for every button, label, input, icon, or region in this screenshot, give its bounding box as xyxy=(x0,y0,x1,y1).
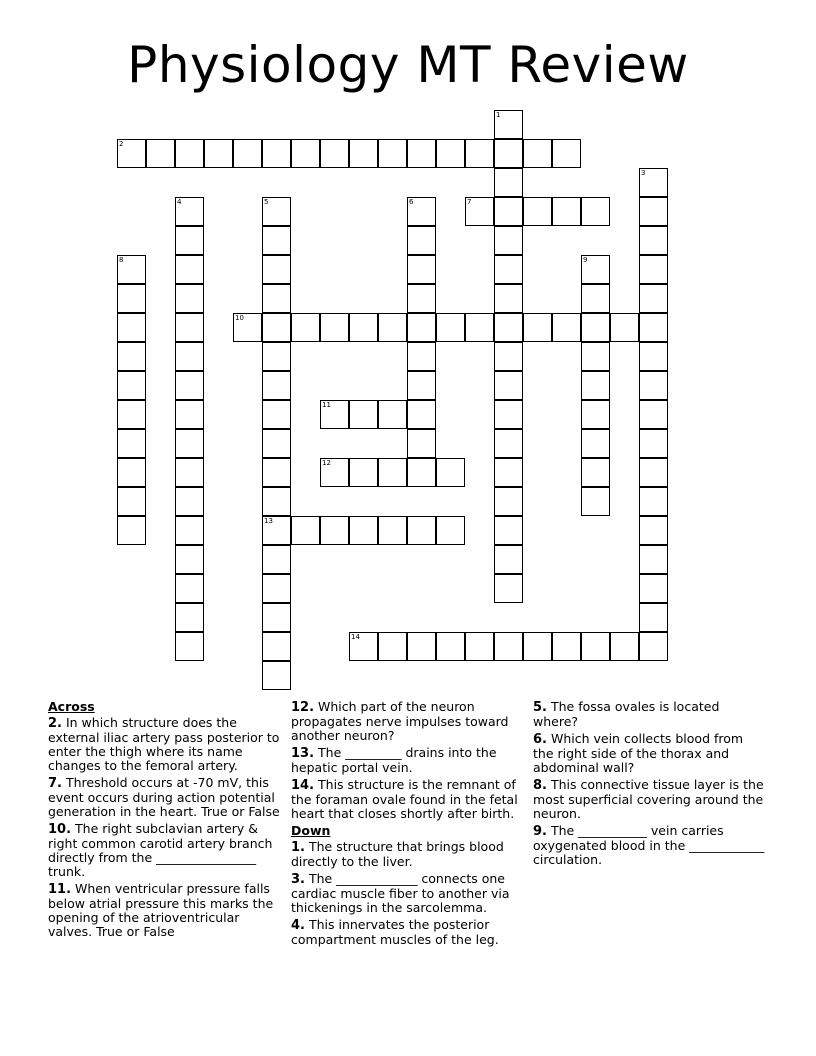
grid-cell[interactable] xyxy=(262,284,291,313)
grid-cell[interactable] xyxy=(436,458,465,487)
cell-number: 5 xyxy=(264,198,269,206)
grid-cell[interactable] xyxy=(407,139,436,168)
grid-cell[interactable] xyxy=(175,284,204,313)
clue-number: 14. xyxy=(291,778,315,793)
clue-text: The structure that brings blood directly to the liver. xyxy=(291,839,504,869)
grid-cell[interactable] xyxy=(581,429,610,458)
grid-cell[interactable] xyxy=(320,400,349,429)
grid-cell[interactable] xyxy=(581,458,610,487)
grid-cell[interactable] xyxy=(262,226,291,255)
grid-cell[interactable] xyxy=(117,371,146,400)
grid-cell[interactable] xyxy=(639,632,668,661)
grid-cell[interactable] xyxy=(639,168,668,197)
cell-number: 9 xyxy=(583,256,588,264)
cell-number: 7 xyxy=(467,198,472,206)
clue-across-14 xyxy=(291,778,524,821)
grid-cell[interactable] xyxy=(639,313,668,342)
grid-cell[interactable] xyxy=(117,516,146,545)
grid-cell[interactable] xyxy=(494,458,523,487)
grid-cell[interactable] xyxy=(523,197,552,226)
grid-cell[interactable] xyxy=(581,487,610,516)
clue-down-6 xyxy=(533,732,766,775)
grid-cell[interactable] xyxy=(639,255,668,284)
grid-cell[interactable] xyxy=(639,603,668,632)
grid-cell[interactable] xyxy=(494,487,523,516)
clue-across-12 xyxy=(291,700,524,743)
grid-cell[interactable] xyxy=(349,516,378,545)
clue-number: 2. xyxy=(48,716,62,731)
grid-cell[interactable] xyxy=(494,429,523,458)
grid-cell[interactable] xyxy=(175,603,204,632)
grid-cell[interactable] xyxy=(581,342,610,371)
grid-cell[interactable] xyxy=(552,139,581,168)
cell-number: 3 xyxy=(641,169,646,177)
grid-cell[interactable] xyxy=(175,458,204,487)
grid-cell[interactable] xyxy=(378,516,407,545)
grid-cell[interactable] xyxy=(581,371,610,400)
grid-cell[interactable] xyxy=(552,632,581,661)
clue-down-9 xyxy=(533,824,766,867)
grid-cell[interactable] xyxy=(262,342,291,371)
grid-cell[interactable] xyxy=(117,342,146,371)
clue-number: 8. xyxy=(533,778,547,793)
grid-cell[interactable] xyxy=(639,400,668,429)
grid-cell[interactable] xyxy=(349,313,378,342)
grid-cell[interactable] xyxy=(175,429,204,458)
grid-cell[interactable] xyxy=(262,371,291,400)
cell-number: 6 xyxy=(409,198,414,206)
clue-across-11 xyxy=(48,882,281,939)
clue-across-10 xyxy=(48,822,281,879)
grid-cell[interactable] xyxy=(407,516,436,545)
grid-cell[interactable] xyxy=(233,313,262,342)
grid-cell[interactable] xyxy=(262,429,291,458)
grid-cell[interactable] xyxy=(639,516,668,545)
cell-number: 8 xyxy=(119,256,124,264)
grid-cell[interactable] xyxy=(262,632,291,661)
grid-cell[interactable] xyxy=(436,313,465,342)
grid-cell[interactable] xyxy=(494,139,523,168)
grid-cell[interactable] xyxy=(494,197,523,226)
grid-cell[interactable] xyxy=(407,429,436,458)
grid-cell[interactable] xyxy=(262,458,291,487)
clue-number: 10. xyxy=(48,822,72,837)
cell-number: 13 xyxy=(264,517,273,525)
grid-cell[interactable] xyxy=(175,197,204,226)
grid-cell[interactable] xyxy=(175,545,204,574)
grid-cell[interactable] xyxy=(494,342,523,371)
grid-cell[interactable] xyxy=(262,255,291,284)
grid-cell[interactable] xyxy=(262,487,291,516)
grid-cell[interactable] xyxy=(117,400,146,429)
grid-cell[interactable] xyxy=(523,632,552,661)
grid-cell[interactable] xyxy=(639,429,668,458)
grid-cell[interactable] xyxy=(262,574,291,603)
clue-down-5 xyxy=(533,700,766,729)
grid-cell[interactable] xyxy=(610,632,639,661)
down-heading: Down xyxy=(291,823,331,838)
clue-text: This connective tissue layer is the most superficial covering around the neuron. xyxy=(533,777,764,821)
grid-cell[interactable] xyxy=(639,371,668,400)
cell-number: 2 xyxy=(119,140,124,148)
clue-text: The right subclavian artery & right common carotid artery branch directly from the ________________ trunk. xyxy=(48,821,273,879)
grid-cell[interactable] xyxy=(494,313,523,342)
grid-cell[interactable] xyxy=(407,255,436,284)
clue-number: 13. xyxy=(291,746,315,761)
grid-cell[interactable] xyxy=(639,458,668,487)
cell-number: 11 xyxy=(322,401,331,409)
clue-down-8 xyxy=(533,778,766,821)
grid-cell[interactable] xyxy=(494,545,523,574)
grid-cell[interactable] xyxy=(262,516,291,545)
clue-text: Which part of the neuron propagates nerve impulses toward another neuron? xyxy=(291,699,509,743)
grid-cell[interactable] xyxy=(581,284,610,313)
grid-cell[interactable] xyxy=(262,400,291,429)
grid-cell[interactable] xyxy=(320,313,349,342)
grid-cell[interactable] xyxy=(117,487,146,516)
grid-cell[interactable] xyxy=(378,458,407,487)
clue-text: Which vein collects blood from the right side of the thorax and abdominal wall? xyxy=(533,731,744,775)
grid-cell[interactable] xyxy=(407,342,436,371)
clue-across-7 xyxy=(48,776,281,819)
clue-number: 1. xyxy=(291,840,305,855)
grid-cell[interactable] xyxy=(117,458,146,487)
grid-cell[interactable] xyxy=(262,197,291,226)
grid-cell[interactable] xyxy=(291,313,320,342)
grid-cell[interactable] xyxy=(407,632,436,661)
grid-cell[interactable] xyxy=(494,632,523,661)
across-heading: Across xyxy=(48,699,95,714)
grid-cell[interactable] xyxy=(233,139,262,168)
grid-cell[interactable] xyxy=(175,255,204,284)
grid-cell[interactable] xyxy=(639,284,668,313)
grid-cell[interactable] xyxy=(494,400,523,429)
cell-number: 14 xyxy=(351,633,360,641)
grid-cell[interactable] xyxy=(639,487,668,516)
clue-number: 11. xyxy=(48,882,72,897)
grid-cell[interactable] xyxy=(552,197,581,226)
grid-cell[interactable] xyxy=(610,313,639,342)
grid-cell[interactable] xyxy=(407,226,436,255)
clue-number: 5. xyxy=(533,700,547,715)
grid-cell[interactable] xyxy=(175,313,204,342)
grid-cell[interactable] xyxy=(407,371,436,400)
grid-cell[interactable] xyxy=(465,197,494,226)
grid-cell[interactable] xyxy=(117,284,146,313)
grid-cell[interactable] xyxy=(639,342,668,371)
grid-cell[interactable] xyxy=(175,574,204,603)
grid-cell[interactable] xyxy=(320,139,349,168)
grid-cell[interactable] xyxy=(407,284,436,313)
grid-cell[interactable] xyxy=(262,313,291,342)
cell-number: 4 xyxy=(177,198,182,206)
grid-cell[interactable] xyxy=(378,139,407,168)
grid-cell[interactable] xyxy=(581,197,610,226)
grid-cell[interactable] xyxy=(175,342,204,371)
grid-cell[interactable] xyxy=(175,371,204,400)
clue-down-3 xyxy=(291,872,524,915)
clue-text: The fossa ovales is located where? xyxy=(533,699,720,729)
grid-cell[interactable] xyxy=(175,139,204,168)
grid-cell[interactable] xyxy=(523,313,552,342)
clue-text: The _____________ connects one cardiac muscle fiber to another via thickenings in the sarcolemma. xyxy=(291,871,510,915)
grid-cell[interactable] xyxy=(639,574,668,603)
clue-text: The _________ drains into the hepatic portal vein. xyxy=(291,745,497,775)
grid-cell[interactable] xyxy=(291,516,320,545)
grid-cell[interactable] xyxy=(407,313,436,342)
grid-cell[interactable] xyxy=(465,632,494,661)
grid-cell[interactable] xyxy=(494,371,523,400)
grid-cell[interactable] xyxy=(494,284,523,313)
cell-number: 10 xyxy=(235,314,244,322)
grid-cell[interactable] xyxy=(175,516,204,545)
clue-down-4 xyxy=(291,918,524,947)
grid-cell[interactable] xyxy=(639,545,668,574)
clue-number: 12. xyxy=(291,700,315,715)
grid-cell[interactable] xyxy=(175,487,204,516)
grid-cell[interactable] xyxy=(146,139,175,168)
grid-cell[interactable] xyxy=(291,139,320,168)
grid-cell[interactable] xyxy=(639,197,668,226)
grid-cell[interactable] xyxy=(349,632,378,661)
grid-cell[interactable] xyxy=(175,632,204,661)
grid-cell[interactable] xyxy=(262,603,291,632)
grid-cell[interactable] xyxy=(407,458,436,487)
clue-text: Threshold occurs at -70 mV, this event occurs during action potential generation in the heart. True or False xyxy=(48,775,280,819)
clue-text: This innervates the posterior compartment muscles of the leg. xyxy=(291,917,499,947)
grid-cell[interactable] xyxy=(465,313,494,342)
clue-number: 9. xyxy=(533,824,547,839)
grid-cell[interactable] xyxy=(494,168,523,197)
grid-cell[interactable] xyxy=(349,400,378,429)
page-title: Physiology MT Review xyxy=(127,36,689,94)
clue-number: 6. xyxy=(533,732,547,747)
grid-cell[interactable] xyxy=(436,516,465,545)
grid-cell[interactable] xyxy=(581,632,610,661)
clue-number: 7. xyxy=(48,776,62,791)
grid-cell[interactable] xyxy=(494,226,523,255)
grid-cell[interactable] xyxy=(465,139,494,168)
grid-cell[interactable] xyxy=(262,139,291,168)
grid-cell[interactable] xyxy=(407,400,436,429)
grid-cell[interactable] xyxy=(494,110,523,139)
clue-number: 3. xyxy=(291,872,305,887)
clue-column-3 xyxy=(533,700,766,870)
clue-text: In which structure does the external iliac artery pass posterior to enter the thigh where its name changes to the femoral artery. xyxy=(48,715,280,773)
grid-cell[interactable] xyxy=(117,313,146,342)
grid-cell[interactable] xyxy=(378,400,407,429)
grid-cell[interactable] xyxy=(262,661,291,690)
clue-across-2 xyxy=(48,716,281,773)
grid-cell[interactable] xyxy=(204,139,233,168)
grid-cell[interactable] xyxy=(581,313,610,342)
clue-text: This structure is the remnant of the foraman ovale found in the fetal heart that closes shortly after birth. xyxy=(291,777,518,821)
grid-cell[interactable] xyxy=(378,313,407,342)
grid-cell[interactable] xyxy=(436,139,465,168)
grid-cell[interactable] xyxy=(552,313,581,342)
grid-cell[interactable] xyxy=(494,574,523,603)
grid-cell[interactable] xyxy=(320,458,349,487)
grid-cell[interactable] xyxy=(320,516,349,545)
grid-cell[interactable] xyxy=(494,516,523,545)
grid-cell[interactable] xyxy=(523,139,552,168)
clue-down-1 xyxy=(291,840,524,869)
clue-column-1 xyxy=(48,700,281,942)
grid-cell[interactable] xyxy=(639,226,668,255)
grid-cell[interactable] xyxy=(407,197,436,226)
grid-cell[interactable] xyxy=(175,400,204,429)
grid-cell[interactable] xyxy=(262,545,291,574)
grid-cell[interactable] xyxy=(494,255,523,284)
clue-number: 4. xyxy=(291,918,305,933)
clue-text: When ventricular pressure falls below atrial pressure this marks the opening of the atrioventricular valves. True or False xyxy=(48,881,274,939)
grid-cell[interactable] xyxy=(349,458,378,487)
cell-number: 1 xyxy=(496,111,501,119)
grid-cell[interactable] xyxy=(581,255,610,284)
grid-cell[interactable] xyxy=(117,255,146,284)
grid-cell[interactable] xyxy=(117,139,146,168)
grid-cell[interactable] xyxy=(349,139,378,168)
grid-cell[interactable] xyxy=(117,429,146,458)
grid-cell[interactable] xyxy=(175,226,204,255)
grid-cell[interactable] xyxy=(378,632,407,661)
grid-cell[interactable] xyxy=(581,400,610,429)
grid-cell[interactable] xyxy=(436,632,465,661)
clue-across-13 xyxy=(291,746,524,775)
cell-number: 12 xyxy=(322,459,331,467)
clue-text: The ___________ vein carries oxygenated blood in the ____________ circulation. xyxy=(533,823,765,867)
clue-column-2 xyxy=(291,700,524,950)
